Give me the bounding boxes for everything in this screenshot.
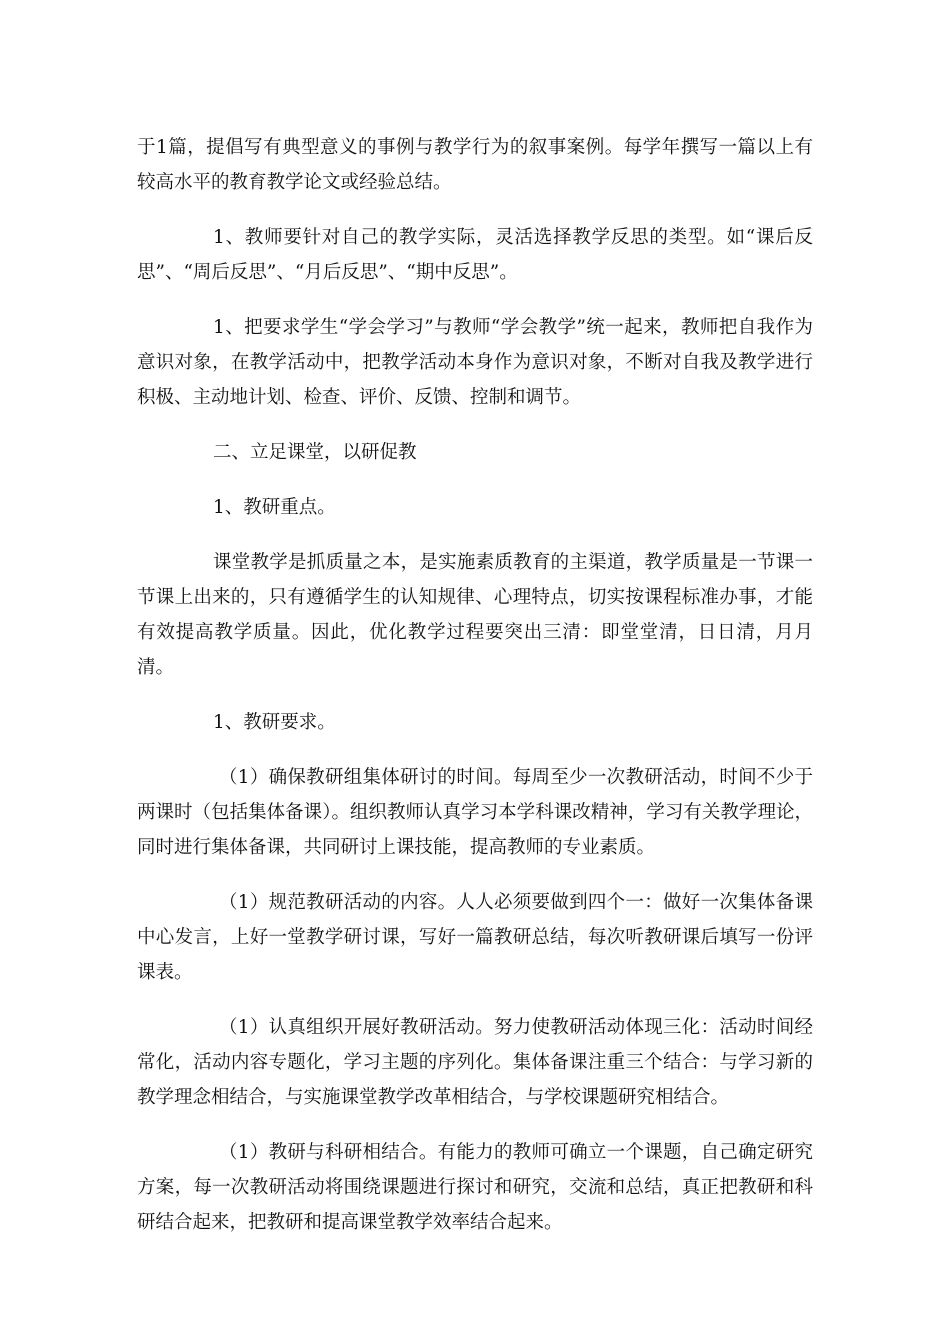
subheading-teaching-research-requirements: 1、教研要求。 [213,712,336,733]
paragraph-1: 于1篇，提倡写有典型意义的事例与教学行为的叙事案例。每学年撰写一篇以上有较高水平的教育教学论文或经验总结。 [137,137,813,193]
paragraph-6: 课堂教学是抓质量之本，是实施素质教育的主渠道，教学质量是一节课一节课上出来的，只有遵循学生的认知规律、心理特点，切实按课程标准办事，才能有效提高教学质量。因此，优化教学过程要突出三清：即堂堂清，日日清，月月清。 [137,552,813,678]
list-item-4: （1）教研与科研相结合。有能力的教师可确立一个课题，自己确定研究方案，每一次教研活动将围绕课题进行探讨和研究，交流和总结，真正把教研和科研结合起来，把教研和提高课堂教学效率结合起来。 [137,1142,813,1233]
paragraph-2: 1、教师要针对自己的教学实际，灵活选择教学反思的类型。如“课后反思”、“周后反思”、“月后反思”、“期中反思”。 [137,227,813,283]
subheading-teaching-research-focus: 1、教研重点。 [213,497,336,518]
list-item-2: （1）规范教研活动的内容。人人必须要做到四个一：做好一次集体备课中心发言，上好一堂教学研讨课，写好一篇教研总结，每次听教研课后填写一份评课表。 [137,892,813,983]
section-heading: 二、立足课堂，以研促教 [213,442,417,463]
list-item-1: （1）确保教研组集体研讨的时间。每周至少一次教研活动，时间不少于两课时（包括集体备课）。组织教师认真学习本学科课改精神，学习有关教学理论，同时进行集体备课，共同研讨上课技能，提高教师的专业素质。 [137,767,813,858]
paragraph-3: 1、把要求学生“学会学习”与教师“学会教学”统一起来，教师把自我作为意识对象，在教学活动中，把教学活动本身作为意识对象，不断对自我及教学进行积极、主动地计划、检查、评价、反馈、控制和调节。 [137,317,813,408]
document-body [137,130,813,1260]
list-item-3: （1）认真组织开展好教研活动。努力使教研活动体现三化：活动时间经常化，活动内容专题化，学习主题的序列化。集体备课注重三个结合：与学习新的教学理念相结合，与实施课堂教学改革相结合，与学校课题研究相结合。 [137,1017,813,1108]
